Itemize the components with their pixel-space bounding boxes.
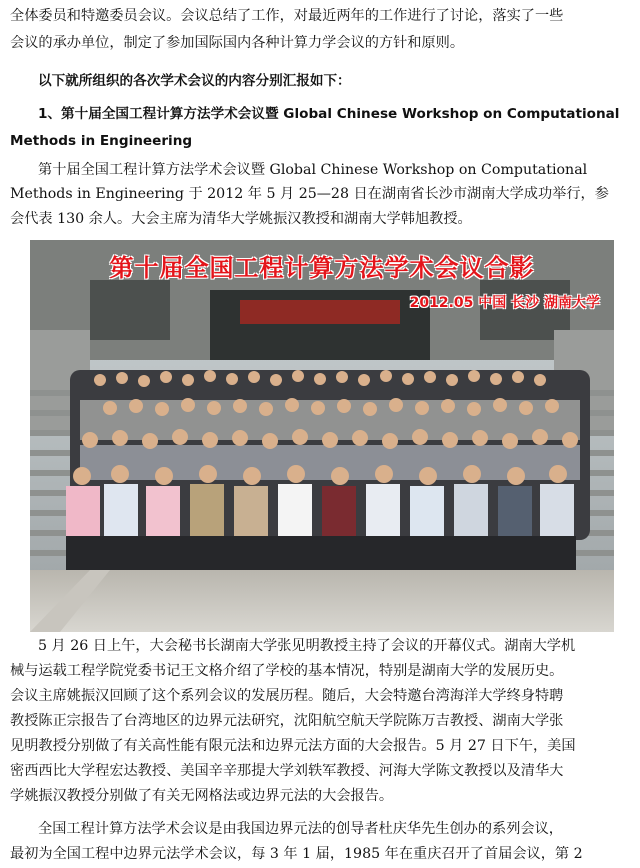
text-line: 会议主席姚振汉回顾了这个系列会议的发展历程。随后，大会特邀台湾海洋大学终身特聘 <box>10 688 564 704</box>
text-line: 最初为全国工程中边界元法学术会议，每 3 年 1 届，1985 年在重庆召开了首届会议，第 2 <box>10 846 583 862</box>
section-heading: Methods in Engineering <box>10 133 193 149</box>
section-heading: 1、第十届全国工程计算方法学术会议暨 Global Chinese Workshop on Computational <box>38 106 620 122</box>
text-line: 会议的承办单位，制定了参加国际国内各种计算力学会议的方针和原则。 <box>10 35 465 51</box>
text-line: 全国工程计算方法学术会议是由我国边界元法的创导者杜庆华先生创办的系列会议， <box>38 821 563 837</box>
group-photo <box>30 240 614 632</box>
text-line: 械与运载工程学院党委书记王文格介绍了学校的基本情况，特别是湖南大学的发展历史。 <box>10 663 564 679</box>
text-line: 教授陈正宗报告了台湾地区的边界元法研究，沈阳航空航天学院陈万吉教授、湖南大学张 <box>10 713 564 729</box>
text-line: Methods in Engineering 于 2012 年 5 月 25—28 日在湖南省长沙市湖南大学成功举行，参 <box>10 186 609 202</box>
text-line: 学姚振汉教授分别做了有关无网格法或边界元法的大会报告。 <box>10 788 394 804</box>
text-line: 会代表 130 余人。大会主席为清华大学姚振汉教授和湖南大学韩旭教授。 <box>10 211 472 227</box>
photo-caption-subtitle: 2012.05 中国 长沙 湖南大学 <box>409 295 600 311</box>
intro-heading: 以下就所组织的各次学术会议的内容分别汇报如下： <box>38 73 351 89</box>
photo-caption-title: 第十届全国工程计算方法学术会议合影 <box>109 253 535 282</box>
text-line: 密西西比大学程宏达教授、美国辛辛那提大学刘轶军教授、河海大学陈文教授以及清华大 <box>10 763 564 779</box>
text-line: 见明教授分别做了有关高性能有限元法和边界元法方面的大会报告。5 月 27 日下午，美国 <box>10 738 576 754</box>
text-line: 第十届全国工程计算方法学术会议暨 Global Chinese Workshop on Computational <box>38 162 588 178</box>
text-line: 5 月 26 日上午，大会秘书长湖南大学张见明教授主持了会议的开幕仪式。湖南大学机 <box>38 638 576 654</box>
text-line: 全体委员和特邀委员会议。会议总结了工作，对最近两年的工作进行了讨论，落实了一些 <box>10 8 564 24</box>
